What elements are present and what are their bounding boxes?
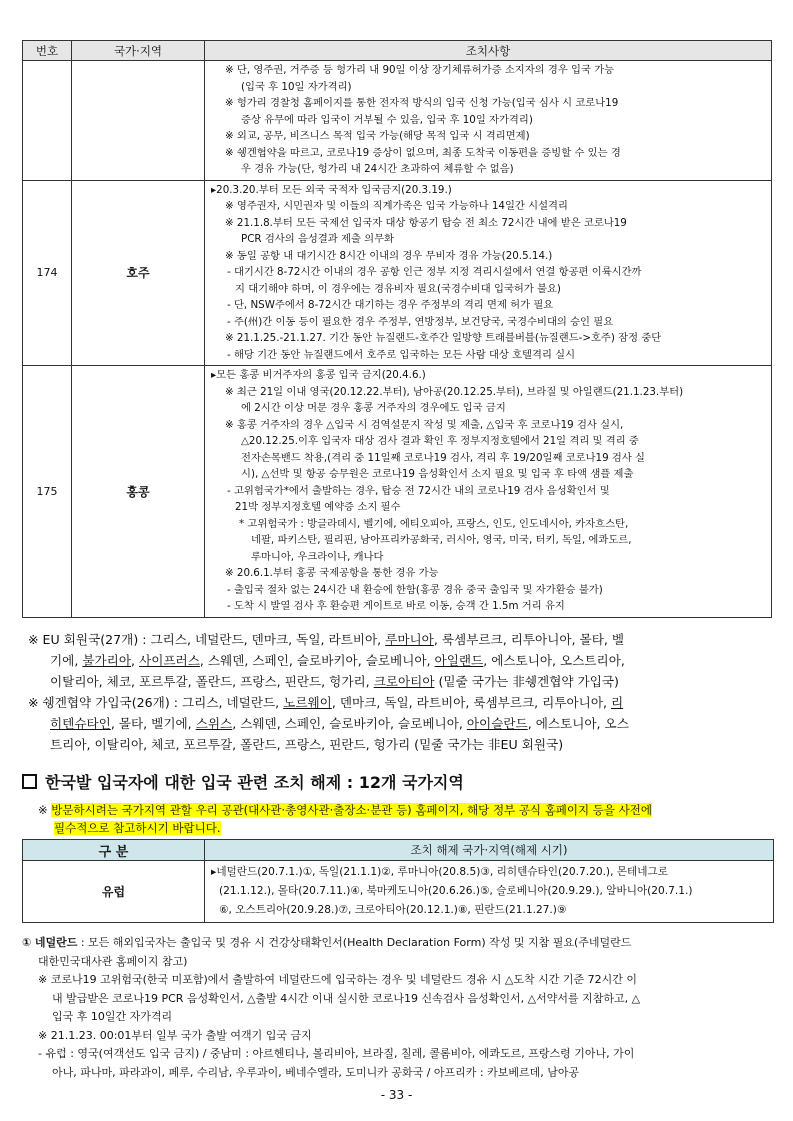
measure-line: ※ 단, 영주권, 거주증 등 헝가리 내 90일 이상 장기체류허가증 소지자의 경우 입국 가능 bbox=[225, 64, 615, 76]
measure-line: 지 대기해야 하며, 이 경우에는 경유비자 필요(국경수비대 입국허가 불요) bbox=[235, 282, 561, 295]
note-text: , 스웨덴, 스페인, 슬로바키아, 슬로베니아, bbox=[199, 653, 435, 668]
note-text: 기에, bbox=[50, 653, 83, 668]
note-text: , 덴마크, 독일, 라트비아, 룩셈부르크, 리투아니아, bbox=[331, 695, 612, 710]
measure-line: - 단, NSW주에서 8-72시간 대기하는 경우 주정부의 격리 면제 허가 필요 bbox=[227, 299, 554, 311]
header-country: 국가·지역 bbox=[72, 41, 205, 61]
note-text: 이탈리아, 체코, 포르투갈, 폴란드, 프랑스, 핀란드, 헝가리, bbox=[50, 674, 374, 689]
country-name: 네덜란드 bbox=[34, 936, 78, 949]
row-measures bbox=[205, 61, 772, 181]
measure-line: ※ 헝가리 경찰청 홈페이지를 통한 전자적 방식의 입국 신청 가능(입국 심사 시 코로나19 bbox=[225, 97, 619, 109]
detail-line: 대한민국대사관 홈페이지 참고) bbox=[38, 954, 188, 968]
note-text: , 몰타, 벨기에, bbox=[110, 716, 196, 731]
note-text: , bbox=[131, 653, 140, 668]
row-measures bbox=[205, 180, 772, 366]
page-number: - 33 - bbox=[380, 1088, 413, 1102]
table-row bbox=[23, 861, 774, 923]
measure-line: (입국 후 10일 자가격리) bbox=[241, 80, 352, 93]
measure-line: ※ 21.1.8.부터 모든 국제선 입국자 대상 항공기 탑승 전 최소 72시간 내에 받은 코로나19 bbox=[225, 216, 627, 229]
region-table-header bbox=[23, 840, 774, 861]
measure-line: 시), △선박 및 항공 승무원은 코로나19 음성확인서 소지 필요 및 입국 후 타액 샘플 제출 bbox=[241, 468, 634, 480]
note-text: ※ 쉥겐협약 가입국(26개) : 그리스, 네덜란드, bbox=[28, 695, 284, 710]
measure-line: - 출입국 절차 없는 24시간 내 환승에 한함(홍콩 경유 중국 출입국 및 자가환승 불가) bbox=[227, 583, 603, 596]
measure-line: - 주(州)간 이동 등이 필요한 경우 주정부, 연방정부, 보건당국, 국경수비대의 승인 필요 bbox=[227, 315, 614, 328]
measure-line: 우 경유 가능(단, 헝가리 내 24시간 초과하여 체류할 수 없음) bbox=[241, 163, 514, 175]
square-bullet-icon bbox=[22, 774, 37, 789]
detail-line: 아나, 파나마, 파라과이, 페루, 수리남, 우루과이, 베네수엘라, 도미니카 공화국 / 아프리카 : 카보베르데, 남아공 bbox=[52, 1065, 580, 1079]
measure-line: 네팔, 파키스탄, 필리핀, 남아프리카공화국, 러시아, 영국, 미국, 터키, 독일, 에콰도르, bbox=[251, 534, 632, 546]
row-country: 호주 bbox=[72, 180, 205, 366]
underlined-country: 아일랜드 bbox=[434, 653, 484, 668]
country-list-line: (21.1.12.), 몰타(20.7.11.)④, 북마케도니아(20.6.26.)⑤, 슬로베니아(20.9.29.), 알바니아(20.7.1.) bbox=[219, 885, 693, 897]
measure-line: ▸20.3.20.부터 모든 외국 국적자 입국금지(20.3.19.) bbox=[211, 183, 452, 196]
measure-line: 에 2시간 이상 머문 경우 홍콩 거주자의 경우에도 입국 금지 bbox=[241, 402, 506, 414]
row-measures bbox=[205, 366, 772, 618]
detail-line: 입국 후 10일간 자가격리 bbox=[52, 1010, 173, 1023]
measures-table bbox=[22, 40, 772, 618]
eu-members-note-cont bbox=[28, 650, 773, 671]
underlined-country: 불가리아 bbox=[82, 653, 132, 668]
detail-text: : 모든 해외입국자는 출입국 및 경유 시 건강상태확인서(Health Declaration Form) 작성 및 지참 필요(주네덜란드 bbox=[77, 936, 632, 949]
underlined-country: 스위스 bbox=[195, 716, 233, 731]
note-text: (밑줄 국가는 非쉥겐협약 가입국) bbox=[434, 674, 619, 689]
underlined-country: 히텐슈타인 bbox=[50, 716, 111, 731]
header-category: 구 분 bbox=[23, 840, 205, 861]
eu-members-note-cont bbox=[28, 671, 773, 692]
measure-line: - 도착 시 발열 검사 후 환승편 게이트로 바로 이동, 승객 간 1.5m 거리 유지 bbox=[227, 600, 565, 612]
header-number: 번호 bbox=[23, 41, 72, 61]
region-name: 유럽 bbox=[23, 861, 205, 923]
note-text: 트리아, 이탈리아, 체코, 포르투갈, 폴란드, 프랑스, 핀란드, 헝가리 (밑줄 국가는 非EU 회원국) bbox=[50, 737, 564, 752]
advisory-note bbox=[38, 801, 778, 837]
measure-line: ※ 20.6.1.부터 홍콩 국제공항을 통한 경유 가능 bbox=[225, 567, 439, 579]
schengen-members-note-cont bbox=[28, 713, 773, 734]
measure-line: ※ 외교, 공무, 비즈니스 목적 입국 가능(해당 목적 입국 시 격리면제) bbox=[225, 130, 530, 142]
country-list-line: ⑥, 오스트리아(20.9.28.)⑦, 크로아티아(20.12.1.)⑧, 핀란드(21.1.27.)⑨ bbox=[219, 904, 567, 916]
detail-line: ※ 코로나19 고위험국(한국 미포함)에서 출발하여 네덜란드에 입국하는 경우 및 네덜란드 경유 시 △도착 시간 기준 72시간 이 bbox=[38, 973, 637, 986]
section-title-text: 한국발 입국자에 대한 입국 관련 조치 해제 : 12개 국가지역 bbox=[45, 773, 464, 792]
advisory-line bbox=[38, 801, 778, 819]
header-measures: 조치사항 bbox=[205, 41, 772, 61]
underlined-country: 사이프러스 bbox=[139, 653, 200, 668]
measure-line: ※ 영주권자, 시민권자 및 이들의 직계가족은 입국 가능하나 14일간 시설격리 bbox=[225, 200, 568, 212]
underlined-country: 크로아티아 bbox=[373, 674, 435, 689]
table-row bbox=[23, 366, 772, 618]
netherlands-detail bbox=[22, 934, 774, 1082]
row-country: 홍콩 bbox=[72, 366, 205, 618]
measure-line: ※ 동일 공항 내 대기시간 8시간 이내의 경우 무비자 경유 가능(20.5.14.) bbox=[225, 249, 553, 262]
measure-line: 루마니아, 우크라이나, 캐나다 bbox=[251, 550, 384, 563]
member-states-notes bbox=[28, 629, 773, 755]
detail-line: 내 발급받은 코로나19 PCR 음성확인서, △출발 4시간 이내 실시한 코로나19 신속검사 음성확인서, △서약서를 지참하고, △ bbox=[52, 991, 641, 1005]
advisory-line bbox=[38, 819, 778, 837]
note-text: , 룩셈부르크, 리투아니아, 몰타, 벨 bbox=[433, 632, 625, 647]
underlined-country: 아이슬란드 bbox=[466, 716, 528, 731]
measure-line: * 고위험국가 : 방글라데시, 벨기에, 에티오피아, 프랑스, 인도, 인도네시아, 카자흐스탄, bbox=[239, 517, 629, 530]
measure-line: 증상 유무에 따라 입국이 거부될 수 있음, 입국 후 10일 자가격리) bbox=[241, 113, 533, 126]
row-number: 175 bbox=[23, 366, 72, 618]
note-text: , 에스토니아, 오스트리아, bbox=[483, 653, 625, 668]
lifted-measures-table bbox=[22, 839, 774, 923]
highlighted-text: 필수적으로 참고하시기 바랍니다. bbox=[54, 821, 221, 835]
note-text: , 에스토니아, 오스 bbox=[527, 716, 629, 731]
measure-line: △20.12.25.이후 입국자 대상 검사 결과 확인 후 정부지정호텔에서 21일 격리 및 격리 중 bbox=[241, 435, 639, 447]
measure-line: ※ 홍콩 거주자의 경우 △입국 시 검역설문지 작성 및 제출, △입국 후 코로나19 검사 실시, bbox=[225, 418, 624, 431]
table-row bbox=[23, 180, 772, 366]
measure-line: 21박 정부지정호텔 예약증 소지 필수 bbox=[235, 501, 401, 513]
measure-line: ▸모든 홍콩 비거주자의 홍콩 입국 금지(20.4.6.) bbox=[211, 369, 426, 381]
region-country-list bbox=[205, 861, 774, 923]
measure-line: PCR 검사의 음성결과 제출 의무화 bbox=[241, 233, 395, 245]
measure-line: 전자손목밴드 착용,(격리 중 11일째 코로나19 검사, 격리 후 19/20일째 코로나19 검사 실 bbox=[241, 451, 646, 464]
underlined-country: 노르웨이 bbox=[283, 695, 332, 710]
section-title bbox=[22, 770, 464, 793]
schengen-members-note bbox=[28, 692, 773, 713]
row-number bbox=[23, 61, 72, 181]
underlined-country: 리 bbox=[611, 695, 624, 710]
note-text: , 스웨덴, 스페인, 슬로바키아, 슬로베니아, bbox=[232, 716, 467, 731]
measure-line: - 고위험국가*에서 출발하는 경우, 탑승 전 72시간 내의 코로나19 검사 음성확인서 및 bbox=[227, 484, 610, 497]
underlined-country: 루마니아 bbox=[385, 632, 434, 647]
row-country bbox=[72, 61, 205, 181]
measure-line: ※ 쉥겐협약을 따르고, 코로나19 증상이 없으며, 최종 도착국 이동편을 증빙할 수 있는 경 bbox=[225, 146, 621, 159]
footnote-marker: ① bbox=[22, 936, 32, 949]
table-row bbox=[23, 61, 772, 181]
schengen-members-note-cont bbox=[28, 734, 773, 755]
eu-members-note bbox=[28, 629, 773, 650]
table-header-row bbox=[23, 41, 772, 61]
detail-line: - 유럽 : 영국(여객선도 입국 금지) / 중남미 : 아르헨티나, 볼리비아, 브라질, 칠레, 콜롬비아, 에콰도르, 프랑스령 기아나, 가이 bbox=[38, 1047, 635, 1060]
detail-line bbox=[22, 934, 774, 953]
detail-line: ※ 21.1.23. 00:01부터 일부 국가 출발 여객기 입국 금지 bbox=[38, 1028, 312, 1042]
note-text: ※ EU 회원국(27개) : 그리스, 네덜란드, 덴마크, 독일, 라트비아, bbox=[28, 632, 386, 647]
measure-line: - 해당 기간 동안 뉴질랜드에서 호주로 입국하는 모든 사람 대상 호텔격리 실시 bbox=[227, 348, 576, 361]
highlighted-text: 방문하시려는 국가지역 관할 우리 공관(대사관·총영사관·출장소·분관 등) 홈페이지, 해당 정부 공식 홈페이지 등을 사전에 bbox=[51, 803, 652, 817]
country-list-line: ▸네덜란드(20.7.1.)①, 독일(21.1.1)②, 루마니아(20.8.5)③, 리히텐슈타인(20.7.20.), 몬테네그로 bbox=[211, 866, 668, 878]
measure-line: - 대기시간 8-72시간 이내의 경우 공항 인근 정부 지정 격리시설에서 연결 항공편 이륙시간까 bbox=[227, 266, 642, 278]
header-lifted-countries: 조치 해제 국가·지역(해제 시기) bbox=[205, 840, 774, 861]
measure-line: ※ 최근 21일 이내 영국(20.12.22.부터), 남아공(20.12.25.부터), 브라질 및 아일랜드(21.1.23.부터) bbox=[225, 385, 684, 398]
note-mark: ※ bbox=[38, 803, 52, 817]
measure-line: ※ 21.1.25.-21.1.27. 기간 동안 뉴질랜드-호주간 일방향 트래블버블(뉴질랜드->호주) 잠정 중단 bbox=[225, 332, 662, 344]
row-number: 174 bbox=[23, 180, 72, 366]
